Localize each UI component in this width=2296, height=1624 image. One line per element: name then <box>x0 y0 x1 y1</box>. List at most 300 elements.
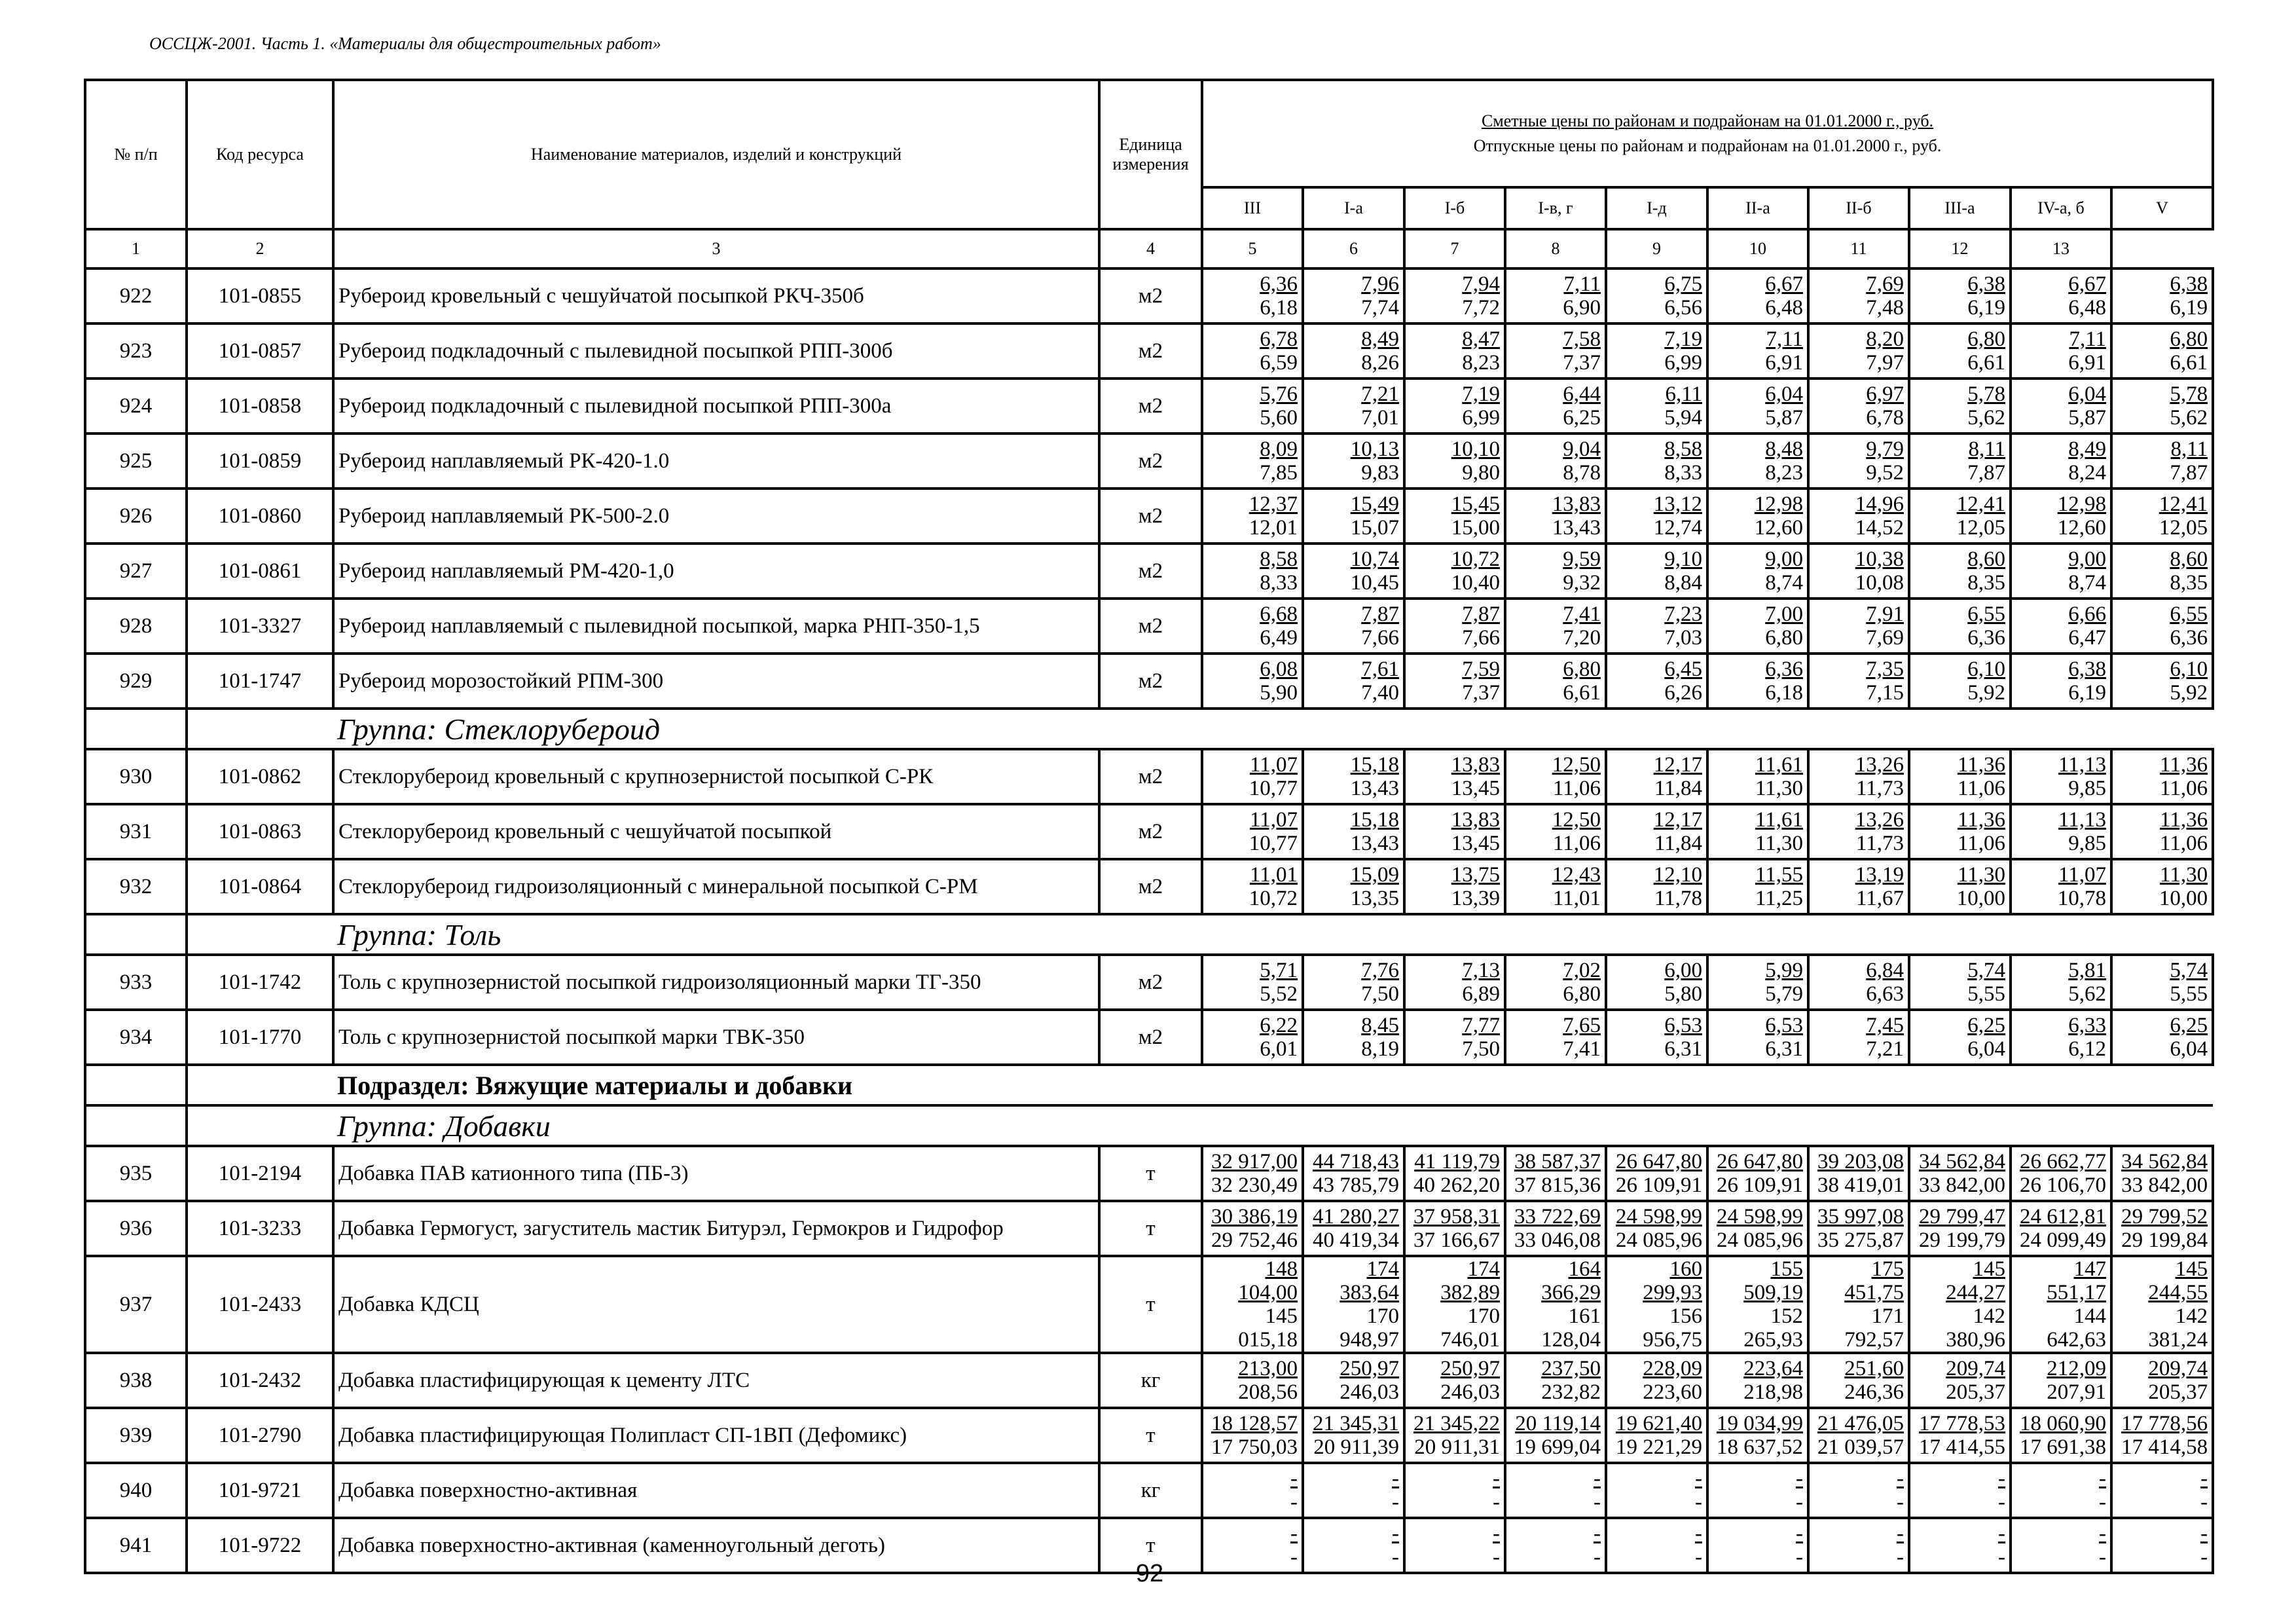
release-price: 8,33 <box>1260 571 1298 595</box>
estimated-price: 12,37 <box>1248 492 1298 516</box>
price-cell <box>1202 544 1303 599</box>
estimated-price: 7,21 <box>1361 382 1399 406</box>
price-cell <box>1303 434 1404 489</box>
price-cell <box>2111 599 2213 654</box>
release-price: 12,60 <box>2057 516 2106 540</box>
table-row <box>85 434 2213 489</box>
estimated-price: 11,07 <box>1249 808 1298 832</box>
material-name: Добавка Гермогуст, загуститель мастик Битурэл, Гермокров и Гидрофор <box>333 1201 1099 1256</box>
group-title <box>333 1105 2213 1146</box>
estimated-price: - <box>1796 1522 1803 1545</box>
estimated-price: 7,19 <box>1664 327 1702 351</box>
estimated-price: 7,41 <box>1563 602 1601 626</box>
price-cell <box>2011 1353 2111 1408</box>
estimated-price: 24 598,99 <box>1616 1205 1702 1228</box>
region-header: III-а <box>1909 187 2011 229</box>
estimated-price: 8,58 <box>1664 437 1702 461</box>
release-price: 246,03 <box>1440 1380 1500 1404</box>
price-cell <box>1202 268 1303 323</box>
release-price: 7,15 <box>1866 681 1904 705</box>
estimated-price: 11,13 <box>2058 753 2106 777</box>
release-price: 10,77 <box>1248 832 1298 855</box>
release-price: 40 262,20 <box>1413 1173 1500 1197</box>
resource-code: 101-0857 <box>187 323 333 378</box>
region-header: I-д <box>1606 187 1707 229</box>
estimated-price: 250,97 <box>1339 1357 1399 1380</box>
estimated-price: 7,69 <box>1866 272 1904 296</box>
price-cell <box>1808 489 1909 544</box>
release-price: 11,25 <box>1755 887 1803 910</box>
estimated-price: 10,38 <box>1855 547 1904 571</box>
material-name: Добавка поверхностно-активная <box>333 1463 1099 1518</box>
estimated-price: 6,36 <box>1260 272 1298 296</box>
release-price: 6,63 <box>1866 982 1904 1006</box>
release-price: 7,74 <box>1361 296 1399 320</box>
subsection-row <box>85 1065 2213 1105</box>
region-header: I-а <box>1303 187 1404 229</box>
estimated-price: 213,00 <box>1238 1357 1298 1380</box>
release-price: 6,80 <box>1563 982 1601 1006</box>
estimated-price: 9,59 <box>1563 547 1601 571</box>
estimated-price: 6,38 <box>2068 657 2106 681</box>
column-index: 12 <box>1909 229 2011 268</box>
resource-code: 101-0855 <box>187 268 333 323</box>
material-name: Рубероид морозостойкий РПМ-300 <box>333 654 1099 709</box>
price-cell <box>1606 544 1707 599</box>
price-cell <box>1505 1408 1606 1463</box>
estimated-price: - <box>1392 1522 1399 1545</box>
price-cell <box>1303 1146 1404 1201</box>
price-cell <box>1202 1408 1303 1463</box>
release-price: 11,84 <box>1654 832 1702 855</box>
column-index: 3 <box>333 229 1099 268</box>
release-price: 5,87 <box>2068 406 2106 430</box>
resource-code: 101-0863 <box>187 804 333 859</box>
price-cell <box>2011 1010 2111 1065</box>
estimated-price: 11,30 <box>1957 863 2005 887</box>
price-cell <box>1505 489 1606 544</box>
row-number: 928 <box>85 599 187 654</box>
estimated-price: 6,25 <box>2170 1014 2208 1037</box>
material-name: Добавка ПАВ катионного типа (ПБ-3) <box>333 1146 1099 1201</box>
price-cell <box>1202 1518 1303 1573</box>
price-cell <box>1505 654 1606 709</box>
estimated-price: 6,08 <box>1260 657 1298 681</box>
release-price: 7,97 <box>1866 351 1904 375</box>
resource-code: 101-0864 <box>187 859 333 914</box>
row-number: 922 <box>85 268 187 323</box>
estimated-price: 11,13 <box>2058 808 2106 832</box>
release-price: 8,35 <box>2170 571 2208 595</box>
price-cell <box>1404 859 1505 914</box>
material-name: Рубероид подкладочный с пылевидной посыпкой РПП-300б <box>333 323 1099 378</box>
subsection-title-text: Подраздел: Вяжущие материалы и добавки <box>337 1070 853 1100</box>
price-cell <box>1707 955 1808 1010</box>
price-cell <box>1606 1408 1707 1463</box>
release-price: 7,48 <box>1866 296 1904 320</box>
price-cell <box>2111 489 2213 544</box>
release-price: 8,35 <box>1967 571 2005 595</box>
release-price: - <box>1998 1490 2005 1514</box>
price-cell <box>1707 1408 1808 1463</box>
material-name: Толь с крупнозернистой посыпкой марки ТВК-350 <box>333 1010 1099 1065</box>
release-price: 5,62 <box>2068 982 2106 1006</box>
release-price: - <box>1998 1545 2005 1569</box>
price-cell <box>1606 434 1707 489</box>
estimated-price: 6,55 <box>2170 602 2208 626</box>
estimated-price: 6,33 <box>2068 1014 2106 1037</box>
price-cell <box>1303 654 1404 709</box>
estimated-price: 5,76 <box>1260 382 1298 406</box>
release-price: 7,66 <box>1462 626 1500 650</box>
unit-of-measure: м2 <box>1099 323 1202 378</box>
group-blank-cell <box>85 1065 187 1105</box>
estimated-price: 7,65 <box>1563 1014 1601 1037</box>
table-row <box>85 1146 2213 1201</box>
price-cell <box>2111 654 2213 709</box>
release-price: 218,98 <box>1743 1380 1803 1404</box>
price-cell <box>1909 1256 2011 1353</box>
release-price: 17 414,58 <box>2121 1435 2208 1459</box>
price-cell <box>1606 378 1707 434</box>
resource-code: 101-1747 <box>187 654 333 709</box>
column-index: 8 <box>1505 229 1606 268</box>
estimated-price: 6,55 <box>1967 602 2005 626</box>
price-cell <box>1606 1010 1707 1065</box>
release-price: 11,06 <box>2160 832 2208 855</box>
estimated-price: 8,58 <box>1260 547 1298 571</box>
price-cell <box>1202 1010 1303 1065</box>
estimated-price: 12,41 <box>2159 492 2208 516</box>
estimated-price: 12,17 <box>1653 753 1702 777</box>
price-cell <box>2011 378 2111 434</box>
release-price: 5,62 <box>1967 406 2005 430</box>
price-cell <box>2111 804 2213 859</box>
resource-code: 101-1742 <box>187 955 333 1010</box>
release-price: - <box>1897 1545 1904 1569</box>
header-estimated-prices: Сметные цены по районам и подрайонам на 01.01.2000 г., руб. <box>1481 111 1934 130</box>
release-price: 6,48 <box>1765 296 1803 320</box>
estimated-price: 29 799,47 <box>1919 1205 2005 1228</box>
release-price: 6,18 <box>1765 681 1803 705</box>
release-price: - <box>1796 1490 1803 1514</box>
estimated-price: 6,80 <box>1967 327 2005 351</box>
price-cell <box>1202 489 1303 544</box>
material-name: Добавка поверхностно-активная (каменноугольный деготь) <box>333 1518 1099 1573</box>
estimated-price: 5,71 <box>1260 959 1298 982</box>
release-price: 6,56 <box>1664 296 1702 320</box>
release-price: 29 199,79 <box>1919 1228 2005 1252</box>
release-price: 10,08 <box>1855 571 1904 595</box>
price-cell <box>1707 1010 1808 1065</box>
table-row <box>85 654 2213 709</box>
release-price: 6,19 <box>1967 296 2005 320</box>
estimated-price: 9,10 <box>1664 547 1702 571</box>
group-title-text: Группа: Добавки <box>337 1109 551 1143</box>
estimated-price: - <box>1897 1522 1904 1545</box>
price-cell <box>2111 1146 2213 1201</box>
release-price: 35 275,87 <box>1817 1228 1904 1252</box>
group-blank-cell <box>85 1105 187 1146</box>
price-cell <box>1909 1408 2011 1463</box>
release-price: 6,90 <box>1563 296 1601 320</box>
release-price: 246,36 <box>1844 1380 1904 1404</box>
price-cell <box>1505 859 1606 914</box>
estimated-price: 7,00 <box>1765 602 1803 626</box>
estimated-price: 10,10 <box>1451 437 1500 461</box>
resource-code: 101-9721 <box>187 1463 333 1518</box>
material-name: Рубероид наплавляемый РК-420-1.0 <box>333 434 1099 489</box>
estimated-price: 15,18 <box>1350 808 1399 832</box>
release-price: 43 785,79 <box>1313 1173 1399 1197</box>
price-cell <box>1606 1518 1707 1573</box>
estimated-price: 12,43 <box>1552 863 1601 887</box>
table-row <box>85 955 2213 1010</box>
release-price: - <box>1290 1490 1298 1514</box>
release-price: 10,45 <box>1350 571 1399 595</box>
unit-of-measure: м2 <box>1099 378 1202 434</box>
release-price: 26 109,91 <box>1616 1173 1702 1197</box>
price-cell <box>1606 323 1707 378</box>
price-cell <box>1202 654 1303 709</box>
price-cell <box>1404 378 1505 434</box>
price-cell <box>2011 1518 2111 1573</box>
release-price: 29 752,46 <box>1211 1228 1298 1252</box>
estimated-price: 6,45 <box>1664 657 1702 681</box>
price-cell <box>1202 599 1303 654</box>
row-number: 927 <box>85 544 187 599</box>
price-cell <box>1808 1463 1909 1518</box>
price-cell <box>1707 804 1808 859</box>
estimated-price: 12,17 <box>1653 808 1702 832</box>
estimated-price: 15,49 <box>1350 492 1399 516</box>
estimated-price: 6,53 <box>1765 1014 1803 1037</box>
release-price: 19 221,29 <box>1616 1435 1702 1459</box>
page-number: 92 <box>1135 1560 1164 1587</box>
release-price: - <box>1493 1545 1500 1569</box>
price-cell <box>1404 1463 1505 1518</box>
estimated-price: 21 345,22 <box>1413 1412 1500 1435</box>
unit-of-measure: т <box>1099 1408 1202 1463</box>
material-name: Стеклорубероид гидроизоляционный с минеральной посыпкой С-РМ <box>333 859 1099 914</box>
material-name: Рубероид наплавляемый с пылевидной посыпкой, марка РНП-350-1,5 <box>333 599 1099 654</box>
group-title <box>333 709 2213 749</box>
estimated-price: - <box>1493 1522 1500 1545</box>
table-row <box>85 599 2213 654</box>
unit-of-measure: м2 <box>1099 804 1202 859</box>
release-price: 6,99 <box>1462 406 1500 430</box>
release-price: 40 419,34 <box>1313 1228 1399 1252</box>
release-price: - <box>1695 1490 1702 1514</box>
estimated-price: 237,50 <box>1541 1357 1601 1380</box>
release-price: 20 911,39 <box>1313 1435 1399 1459</box>
price-cell <box>1303 1256 1404 1353</box>
price-cell <box>1707 323 1808 378</box>
row-number: 939 <box>85 1408 187 1463</box>
estimated-price: 7,11 <box>2069 327 2106 351</box>
resource-code: 101-2790 <box>187 1408 333 1463</box>
price-cell <box>1707 1146 1808 1201</box>
release-price: 5,94 <box>1664 406 1702 430</box>
estimated-price: 10,74 <box>1350 547 1399 571</box>
estimated-price: 15,09 <box>1350 863 1399 887</box>
price-cell <box>1505 1010 1606 1065</box>
price-cell <box>1808 859 1909 914</box>
price-cell <box>1707 1201 1808 1256</box>
release-price: 24 085,96 <box>1616 1228 1702 1252</box>
release-price: 6,26 <box>1664 681 1702 705</box>
price-cell <box>1707 1256 1808 1353</box>
column-index: 4 <box>1099 229 1202 268</box>
release-price: 24 099,49 <box>2020 1228 2106 1252</box>
estimated-price: - <box>1998 1467 2005 1490</box>
estimated-price: 10,13 <box>1350 437 1399 461</box>
estimated-price: 12,98 <box>1754 492 1803 516</box>
estimated-price: 20 119,14 <box>1515 1412 1601 1435</box>
price-cell <box>1505 268 1606 323</box>
estimated-price: 11,36 <box>1957 753 2005 777</box>
price-cell <box>1606 1256 1707 1353</box>
release-price: 6,01 <box>1260 1037 1298 1061</box>
estimated-price: 7,11 <box>1563 272 1601 296</box>
release-price: 7,72 <box>1462 296 1500 320</box>
release-price: 10,00 <box>2159 887 2208 910</box>
release-price: 5,90 <box>1260 681 1298 705</box>
price-cell <box>2111 1256 2213 1353</box>
estimated-price: 24 598,99 <box>1717 1205 1803 1228</box>
row-number: 936 <box>85 1201 187 1256</box>
price-cell <box>1707 434 1808 489</box>
region-header: II-а <box>1707 187 1808 229</box>
price-cell <box>1808 599 1909 654</box>
price-cell <box>1909 1201 2011 1256</box>
estimated-price: 5,99 <box>1765 959 1803 982</box>
region-header: III <box>1202 187 1303 229</box>
price-cell <box>1808 434 1909 489</box>
release-price: 6,49 <box>1260 626 1298 650</box>
price-cell <box>1505 955 1606 1010</box>
price-cell <box>1606 804 1707 859</box>
release-price: 12,05 <box>1956 516 2005 540</box>
release-price: 11,73 <box>1855 777 1904 800</box>
price-cell <box>1707 1353 1808 1408</box>
group-row <box>85 914 2213 955</box>
price-cell <box>1808 654 1909 709</box>
estimated-price: 15,45 <box>1451 492 1500 516</box>
estimated-price: 14,96 <box>1855 492 1904 516</box>
price-cell <box>1202 1256 1303 1353</box>
release-price: - <box>1796 1545 1803 1569</box>
resource-code: 101-0861 <box>187 544 333 599</box>
estimated-price: 7,91 <box>1866 602 1904 626</box>
release-price: - <box>1897 1490 1904 1514</box>
release-price: 18 637,52 <box>1717 1435 1803 1459</box>
release-price: 205,37 <box>2148 1380 2208 1404</box>
price-cell <box>1202 1146 1303 1201</box>
release-price: - <box>2200 1490 2208 1514</box>
row-number: 940 <box>85 1463 187 1518</box>
release-price: 7,66 <box>1361 626 1399 650</box>
estimated-price: 10,72 <box>1451 547 1500 571</box>
release-price: 15,07 <box>1350 516 1399 540</box>
price-cell <box>1909 1010 2011 1065</box>
release-price: 7,37 <box>1462 681 1500 705</box>
price-cell <box>1909 544 2011 599</box>
price-cell <box>1606 489 1707 544</box>
release-price: 10,00 <box>1956 887 2005 910</box>
release-price: 7,21 <box>1866 1037 1904 1061</box>
release-price: 11,78 <box>1654 887 1702 910</box>
estimated-price: 13,19 <box>1855 863 1904 887</box>
group-blank-cell <box>187 1105 333 1146</box>
estimated-price: 6,78 <box>1260 327 1298 351</box>
release-price: 11,06 <box>1552 832 1601 855</box>
estimated-price: 8,48 <box>1765 437 1803 461</box>
estimated-price: 8,45 <box>1361 1014 1399 1037</box>
price-cell <box>2011 1201 2111 1256</box>
release-price: 7,87 <box>1967 461 2005 485</box>
price-cell <box>1202 859 1303 914</box>
release-price: 8,78 <box>1563 461 1601 485</box>
table-row <box>85 489 2213 544</box>
price-cell <box>1808 804 1909 859</box>
price-cell <box>2111 749 2213 804</box>
price-cell <box>1909 859 2011 914</box>
group-blank-cell <box>85 914 187 955</box>
estimated-price: 7,61 <box>1361 657 1399 681</box>
estimated-price: 30 386,19 <box>1211 1205 1298 1228</box>
price-cell <box>1303 1353 1404 1408</box>
estimated-price: 7,23 <box>1664 602 1702 626</box>
price-cell <box>2011 749 2111 804</box>
price-cell <box>1303 1518 1404 1573</box>
estimated-price: 26 662,77 <box>2020 1150 2106 1173</box>
release-price: 8,33 <box>1664 461 1702 485</box>
estimated-price: 38 587,37 <box>1514 1150 1601 1173</box>
release-price: 6,80 <box>1765 626 1803 650</box>
price-cell <box>1303 323 1404 378</box>
release-price: 223,60 <box>1643 1380 1702 1404</box>
material-name: Добавка КДСЦ <box>333 1256 1099 1353</box>
release-price: 145 015,18 <box>1238 1304 1298 1352</box>
price-cell <box>2111 434 2213 489</box>
release-price: 232,82 <box>1541 1380 1601 1404</box>
estimated-price: - <box>1695 1522 1702 1545</box>
estimated-price: 175 451,75 <box>1844 1257 1904 1304</box>
table-header-row <box>85 80 2213 187</box>
price-cell <box>1505 434 1606 489</box>
price-cell <box>1808 268 1909 323</box>
release-price: 6,31 <box>1765 1037 1803 1061</box>
estimated-price: - <box>1594 1467 1601 1490</box>
release-price: 6,04 <box>2170 1037 2208 1061</box>
estimated-price: 24 612,81 <box>2020 1205 2106 1228</box>
resource-code: 101-3327 <box>187 599 333 654</box>
release-price: 12,01 <box>1248 516 1298 540</box>
release-price: 11,67 <box>1855 887 1904 910</box>
price-cell <box>1808 544 1909 599</box>
release-price: 8,26 <box>1361 351 1399 375</box>
price-cell <box>1707 654 1808 709</box>
estimated-price: 228,09 <box>1643 1357 1702 1380</box>
release-price: 6,61 <box>2170 351 2208 375</box>
release-price: 6,59 <box>1260 351 1298 375</box>
unit-of-measure: м2 <box>1099 1010 1202 1065</box>
release-price: 205,37 <box>1946 1380 2005 1404</box>
price-cell <box>2011 1256 2111 1353</box>
price-cell <box>1303 1010 1404 1065</box>
release-price: 144 642,63 <box>2047 1304 2106 1352</box>
